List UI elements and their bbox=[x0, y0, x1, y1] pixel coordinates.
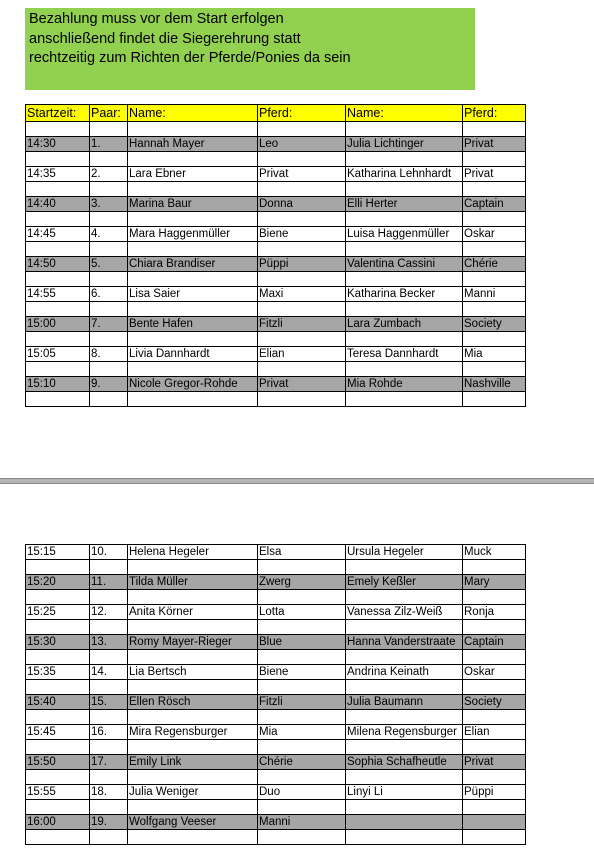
empty-cell bbox=[258, 332, 346, 347]
rider2-name-cell: Lara Zumbach bbox=[346, 317, 463, 332]
notice-line: Bezahlung muss vor dem Start erfolgen bbox=[29, 11, 284, 27]
horse1-cell: Fitzli bbox=[258, 317, 346, 332]
start-time-cell: 14:30 bbox=[26, 137, 90, 152]
empty-cell bbox=[346, 710, 463, 725]
pair-number-cell: 5. bbox=[90, 257, 128, 272]
pair-row bbox=[26, 815, 526, 830]
spacer-row bbox=[26, 332, 526, 347]
start-time-cell: 15:50 bbox=[26, 755, 90, 770]
start-time-cell: 14:45 bbox=[26, 227, 90, 242]
horse2-cell: Society bbox=[463, 695, 526, 710]
horse1-cell: Manni bbox=[258, 815, 346, 830]
pair-number-cell: 18. bbox=[90, 785, 128, 800]
pair-number-cell: 7. bbox=[90, 317, 128, 332]
notice-banner bbox=[25, 8, 475, 90]
pair-number-cell: 16. bbox=[90, 725, 128, 740]
pair-number-cell: 14. bbox=[90, 665, 128, 680]
spacer-row bbox=[26, 800, 526, 815]
rider2-name-cell: Katharina Becker bbox=[346, 287, 463, 302]
empty-cell bbox=[128, 710, 258, 725]
rider1-name-cell: Romy Mayer-Rieger bbox=[128, 635, 258, 650]
empty-cell bbox=[90, 710, 128, 725]
empty-cell bbox=[128, 620, 258, 635]
rider1-name-cell: Emily Link bbox=[128, 755, 258, 770]
empty-cell bbox=[258, 740, 346, 755]
pair-number-cell: 19. bbox=[90, 815, 128, 830]
horse2-cell: Privat bbox=[463, 167, 526, 182]
pair-row bbox=[26, 257, 526, 272]
start-time-cell: 15:45 bbox=[26, 725, 90, 740]
empty-cell bbox=[258, 770, 346, 785]
horse2-cell: Ronja bbox=[463, 605, 526, 620]
horse1-cell: Mia bbox=[258, 725, 346, 740]
empty-cell bbox=[258, 830, 346, 845]
empty-cell bbox=[90, 590, 128, 605]
empty-cell bbox=[90, 830, 128, 845]
pair-number-cell: 1. bbox=[90, 137, 128, 152]
empty-cell bbox=[128, 212, 258, 227]
empty-cell bbox=[128, 182, 258, 197]
pair-row bbox=[26, 377, 526, 392]
empty-cell bbox=[90, 152, 128, 167]
horse1-cell: Privat bbox=[258, 167, 346, 182]
empty-cell bbox=[346, 122, 463, 137]
empty-cell bbox=[258, 590, 346, 605]
spacer-row bbox=[26, 302, 526, 317]
empty-cell bbox=[90, 182, 128, 197]
start-time-cell: 15:35 bbox=[26, 665, 90, 680]
page-break-divider bbox=[0, 478, 594, 484]
empty-cell bbox=[26, 680, 90, 695]
empty-cell bbox=[258, 152, 346, 167]
empty-cell bbox=[128, 302, 258, 317]
spacer-row bbox=[26, 590, 526, 605]
rider1-name-cell: Chiara Brandiser bbox=[128, 257, 258, 272]
rider2-name-cell: Linyi Li bbox=[346, 785, 463, 800]
empty-cell bbox=[90, 242, 128, 257]
pair-row bbox=[26, 785, 526, 800]
empty-cell bbox=[26, 770, 90, 785]
horse1-cell: Püppi bbox=[258, 257, 346, 272]
pair-number-cell: 3. bbox=[90, 197, 128, 212]
spacer-row bbox=[26, 620, 526, 635]
empty-cell bbox=[128, 332, 258, 347]
start-list-table-2 bbox=[25, 544, 526, 845]
horse1-cell: Leo bbox=[258, 137, 346, 152]
empty-cell bbox=[258, 242, 346, 257]
horse1-cell: Biene bbox=[258, 665, 346, 680]
empty-cell bbox=[128, 770, 258, 785]
empty-cell bbox=[463, 740, 526, 755]
empty-cell bbox=[258, 560, 346, 575]
horse2-cell: Captain bbox=[463, 635, 526, 650]
notice-line: anschließend findet die Siegerehrung statt bbox=[29, 30, 301, 47]
rider1-name-cell: Julia Weniger bbox=[128, 785, 258, 800]
pair-row bbox=[26, 635, 526, 650]
spacer-row bbox=[26, 650, 526, 665]
horse1-cell: Blue bbox=[258, 635, 346, 650]
empty-cell bbox=[26, 122, 90, 137]
rider1-name-cell: Tilda Müller bbox=[128, 575, 258, 590]
horse2-cell: Oskar bbox=[463, 227, 526, 242]
rider2-name-cell: Julia Baumann bbox=[346, 695, 463, 710]
empty-cell bbox=[26, 362, 90, 377]
start-time-cell: 15:00 bbox=[26, 317, 90, 332]
pair-row bbox=[26, 725, 526, 740]
horse2-cell: Mia bbox=[463, 347, 526, 362]
empty-cell bbox=[346, 560, 463, 575]
empty-cell bbox=[258, 272, 346, 287]
empty-cell bbox=[128, 122, 258, 137]
rider2-name-cell: Emely Keßler bbox=[346, 575, 463, 590]
empty-cell bbox=[463, 272, 526, 287]
empty-cell bbox=[128, 272, 258, 287]
spacer-row bbox=[26, 362, 526, 377]
empty-cell bbox=[26, 152, 90, 167]
empty-cell bbox=[258, 620, 346, 635]
pair-number-cell: 12. bbox=[90, 605, 128, 620]
empty-cell bbox=[463, 800, 526, 815]
empty-cell bbox=[346, 212, 463, 227]
empty-cell bbox=[90, 770, 128, 785]
empty-cell bbox=[90, 560, 128, 575]
empty-cell bbox=[463, 680, 526, 695]
rider2-name-cell: Mia Rohde bbox=[346, 377, 463, 392]
horse2-cell: Captain bbox=[463, 197, 526, 212]
empty-cell bbox=[90, 362, 128, 377]
empty-cell bbox=[128, 362, 258, 377]
empty-cell bbox=[346, 332, 463, 347]
empty-cell bbox=[128, 242, 258, 257]
column-header: Pferd: bbox=[258, 105, 346, 122]
start-time-cell: 16:00 bbox=[26, 815, 90, 830]
spacer-row bbox=[26, 272, 526, 287]
empty-cell bbox=[346, 182, 463, 197]
empty-cell bbox=[128, 392, 258, 407]
empty-cell bbox=[346, 242, 463, 257]
spacer-row bbox=[26, 710, 526, 725]
empty-cell bbox=[346, 620, 463, 635]
empty-cell bbox=[346, 800, 463, 815]
column-header: Startzeit: bbox=[26, 105, 90, 122]
empty-cell bbox=[346, 680, 463, 695]
empty-cell bbox=[128, 590, 258, 605]
empty-cell bbox=[26, 590, 90, 605]
empty-cell bbox=[90, 302, 128, 317]
spacer-row bbox=[26, 182, 526, 197]
rider2-name-cell bbox=[346, 815, 463, 830]
empty-cell bbox=[463, 302, 526, 317]
empty-cell bbox=[346, 590, 463, 605]
horse2-cell: Oskar bbox=[463, 665, 526, 680]
rider2-name-cell: Luisa Haggenmüller bbox=[346, 227, 463, 242]
horse2-cell: Mary bbox=[463, 575, 526, 590]
rider2-name-cell: Sophia Schafheutle bbox=[346, 755, 463, 770]
empty-cell bbox=[26, 560, 90, 575]
horse2-cell: Privat bbox=[463, 137, 526, 152]
start-time-cell: 15:05 bbox=[26, 347, 90, 362]
horse1-cell: Fitzli bbox=[258, 695, 346, 710]
empty-cell bbox=[26, 392, 90, 407]
empty-cell bbox=[128, 560, 258, 575]
horse2-cell: Society bbox=[463, 317, 526, 332]
spacer-row bbox=[26, 152, 526, 167]
empty-cell bbox=[26, 740, 90, 755]
horse2-cell: Elian bbox=[463, 725, 526, 740]
rider1-name-cell: Helena Hegeler bbox=[128, 545, 258, 560]
rider1-name-cell: Hannah Mayer bbox=[128, 137, 258, 152]
empty-cell bbox=[346, 362, 463, 377]
pair-number-cell: 2. bbox=[90, 167, 128, 182]
pair-row bbox=[26, 347, 526, 362]
empty-cell bbox=[346, 152, 463, 167]
rider1-name-cell: Mira Regensburger bbox=[128, 725, 258, 740]
horse1-cell: Duo bbox=[258, 785, 346, 800]
empty-cell bbox=[128, 680, 258, 695]
empty-cell bbox=[463, 590, 526, 605]
pair-number-cell: 6. bbox=[90, 287, 128, 302]
rider2-name-cell: Ursula Hegeler bbox=[346, 545, 463, 560]
empty-cell bbox=[26, 620, 90, 635]
rider1-name-cell: Livia Dannhardt bbox=[128, 347, 258, 362]
start-time-cell: 14:55 bbox=[26, 287, 90, 302]
empty-cell bbox=[258, 680, 346, 695]
empty-cell bbox=[258, 122, 346, 137]
empty-cell bbox=[258, 182, 346, 197]
pair-row bbox=[26, 755, 526, 770]
rider2-name-cell: Vanessa Zilz-Weiß bbox=[346, 605, 463, 620]
empty-cell bbox=[128, 152, 258, 167]
pair-number-cell: 8. bbox=[90, 347, 128, 362]
pair-row bbox=[26, 137, 526, 152]
pair-row bbox=[26, 167, 526, 182]
empty-cell bbox=[346, 302, 463, 317]
empty-cell bbox=[346, 830, 463, 845]
empty-cell bbox=[90, 800, 128, 815]
pair-row bbox=[26, 575, 526, 590]
empty-cell bbox=[346, 650, 463, 665]
rider2-name-cell: Julia Lichtinger bbox=[346, 137, 463, 152]
rider2-name-cell: Teresa Dannhardt bbox=[346, 347, 463, 362]
empty-cell bbox=[90, 122, 128, 137]
empty-cell bbox=[26, 212, 90, 227]
rider1-name-cell: Lara Ebner bbox=[128, 167, 258, 182]
spacer-row bbox=[26, 830, 526, 845]
horse1-cell: Donna bbox=[258, 197, 346, 212]
start-time-cell: 14:35 bbox=[26, 167, 90, 182]
empty-cell bbox=[346, 392, 463, 407]
rider1-name-cell: Bente Hafen bbox=[128, 317, 258, 332]
empty-cell bbox=[90, 332, 128, 347]
rider2-name-cell: Andrina Keinath bbox=[346, 665, 463, 680]
rider2-name-cell: Hanna Vanderstraate bbox=[346, 635, 463, 650]
empty-cell bbox=[26, 182, 90, 197]
rider1-name-cell: Mara Haggenmüller bbox=[128, 227, 258, 242]
rider1-name-cell: Lia Bertsch bbox=[128, 665, 258, 680]
empty-cell bbox=[463, 560, 526, 575]
column-header: Pferd: bbox=[463, 105, 526, 122]
horse1-cell: Chérie bbox=[258, 755, 346, 770]
pair-number-cell: 17. bbox=[90, 755, 128, 770]
rider2-name-cell: Valentina Cassini bbox=[346, 257, 463, 272]
pair-row bbox=[26, 287, 526, 302]
empty-cell bbox=[26, 800, 90, 815]
start-time-cell: 14:50 bbox=[26, 257, 90, 272]
empty-cell bbox=[90, 212, 128, 227]
spacer-row bbox=[26, 122, 526, 137]
empty-cell bbox=[463, 152, 526, 167]
column-header: Paar: bbox=[90, 105, 128, 122]
empty-cell bbox=[258, 212, 346, 227]
spacer-row bbox=[26, 242, 526, 257]
empty-cell bbox=[90, 740, 128, 755]
empty-cell bbox=[26, 272, 90, 287]
empty-cell bbox=[26, 650, 90, 665]
pair-number-cell: 4. bbox=[90, 227, 128, 242]
empty-cell bbox=[258, 362, 346, 377]
empty-cell bbox=[90, 650, 128, 665]
horse1-cell: Elsa bbox=[258, 545, 346, 560]
empty-cell bbox=[463, 182, 526, 197]
empty-cell bbox=[26, 830, 90, 845]
pair-number-cell: 9. bbox=[90, 377, 128, 392]
start-list-table-1 bbox=[25, 104, 526, 407]
column-header: Name: bbox=[128, 105, 258, 122]
start-time-cell: 15:10 bbox=[26, 377, 90, 392]
pair-row bbox=[26, 605, 526, 620]
empty-cell bbox=[463, 212, 526, 227]
empty-cell bbox=[463, 770, 526, 785]
start-time-cell: 15:25 bbox=[26, 605, 90, 620]
empty-cell bbox=[258, 650, 346, 665]
rider2-name-cell: Elli Herter bbox=[346, 197, 463, 212]
spacer-row bbox=[26, 680, 526, 695]
rider2-name-cell: Katharina Lehnhardt bbox=[346, 167, 463, 182]
spacer-row bbox=[26, 770, 526, 785]
empty-cell bbox=[463, 710, 526, 725]
horse1-cell: Elian bbox=[258, 347, 346, 362]
rider2-name-cell: Milena Regensburger bbox=[346, 725, 463, 740]
empty-cell bbox=[463, 650, 526, 665]
pair-number-cell: 15. bbox=[90, 695, 128, 710]
empty-cell bbox=[26, 242, 90, 257]
empty-cell bbox=[258, 392, 346, 407]
horse2-cell: Püppi bbox=[463, 785, 526, 800]
pair-number-cell: 13. bbox=[90, 635, 128, 650]
empty-cell bbox=[90, 620, 128, 635]
empty-cell bbox=[346, 770, 463, 785]
pair-row bbox=[26, 695, 526, 710]
horse1-cell: Zwerg bbox=[258, 575, 346, 590]
rider1-name-cell: Wolfgang Veeser bbox=[128, 815, 258, 830]
horse2-cell: Chérie bbox=[463, 257, 526, 272]
spacer-row bbox=[26, 560, 526, 575]
horse1-cell: Biene bbox=[258, 227, 346, 242]
start-time-cell: 15:40 bbox=[26, 695, 90, 710]
horse1-cell: Lotta bbox=[258, 605, 346, 620]
rider1-name-cell: Anita Körner bbox=[128, 605, 258, 620]
spacer-row bbox=[26, 740, 526, 755]
empty-cell bbox=[90, 680, 128, 695]
start-time-cell: 15:55 bbox=[26, 785, 90, 800]
pair-row bbox=[26, 227, 526, 242]
empty-cell bbox=[463, 830, 526, 845]
start-time-cell: 15:20 bbox=[26, 575, 90, 590]
pair-row bbox=[26, 665, 526, 680]
column-header: Name: bbox=[346, 105, 463, 122]
horse2-cell: Nashville bbox=[463, 377, 526, 392]
pair-row bbox=[26, 545, 526, 560]
empty-cell bbox=[258, 800, 346, 815]
start-time-cell: 15:15 bbox=[26, 545, 90, 560]
empty-cell bbox=[90, 392, 128, 407]
empty-cell bbox=[463, 332, 526, 347]
empty-cell bbox=[128, 800, 258, 815]
spacer-row bbox=[26, 212, 526, 227]
empty-cell bbox=[258, 710, 346, 725]
empty-cell bbox=[128, 650, 258, 665]
empty-cell bbox=[128, 830, 258, 845]
empty-cell bbox=[90, 272, 128, 287]
pair-row bbox=[26, 197, 526, 212]
horse1-cell: Maxi bbox=[258, 287, 346, 302]
horse2-cell: Muck bbox=[463, 545, 526, 560]
horse1-cell: Privat bbox=[258, 377, 346, 392]
horse2-cell: Manni bbox=[463, 287, 526, 302]
empty-cell bbox=[346, 740, 463, 755]
start-time-cell: 15:30 bbox=[26, 635, 90, 650]
empty-cell bbox=[463, 122, 526, 137]
empty-cell bbox=[463, 392, 526, 407]
horse2-cell: Privat bbox=[463, 755, 526, 770]
rider1-name-cell: Nicole Gregor-Rohde bbox=[128, 377, 258, 392]
rider1-name-cell: Lisa Saier bbox=[128, 287, 258, 302]
pair-row bbox=[26, 317, 526, 332]
rider1-name-cell: Marina Baur bbox=[128, 197, 258, 212]
empty-cell bbox=[463, 362, 526, 377]
rider1-name-cell: Ellen Rösch bbox=[128, 695, 258, 710]
notice-line: rechtzeitig zum Richten der Pferde/Ponies da sein bbox=[29, 50, 351, 66]
pair-number-cell: 10. bbox=[90, 545, 128, 560]
start-time-cell: 14:40 bbox=[26, 197, 90, 212]
empty-cell bbox=[128, 740, 258, 755]
horse2-cell bbox=[463, 815, 526, 830]
empty-cell bbox=[463, 620, 526, 635]
header-row bbox=[26, 105, 526, 122]
spacer-row bbox=[26, 392, 526, 407]
empty-cell bbox=[258, 302, 346, 317]
empty-cell bbox=[463, 242, 526, 257]
empty-cell bbox=[26, 302, 90, 317]
empty-cell bbox=[346, 272, 463, 287]
pair-number-cell: 11. bbox=[90, 575, 128, 590]
empty-cell bbox=[26, 710, 90, 725]
empty-cell bbox=[26, 332, 90, 347]
